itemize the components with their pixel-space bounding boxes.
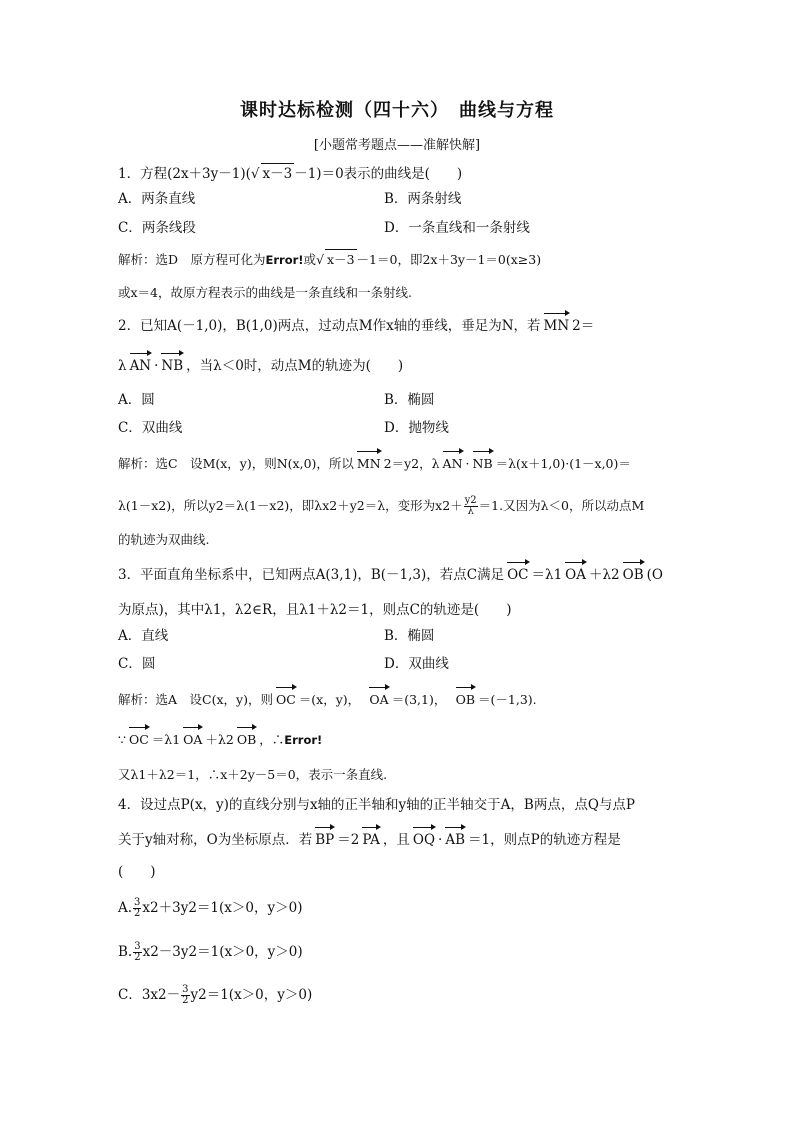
question-2-stem-line1: 2．已知A(－1,0)，B(1,0)两点，过动点M作x轴的垂线，垂足为N，若 MN 2＝ [118,318,595,334]
q1-option-b: B．两条射线 [384,191,462,207]
question-1-stem: 1．方程(2x＋3y－1)(√ x－3 －1)＝0表示的曲线是( ) [118,163,678,184]
q3-solution-line1: 解析：选A 设C(x，y)，则 OC ＝(x，y)， OA ＝(3,1)， OB ＝(－1,3). [118,690,678,710]
section-subtitle: [小题常考题点——准解快解] [313,138,481,153]
vector-mn: MN [543,318,570,334]
question-4-stem-line2: 关于y轴对称，O为坐标原点．若 BP ＝2 PA ，且 OQ · AB ＝1，则点P的轨迹方程是 [118,832,621,848]
q1-option-a: A．两条直线 [118,191,196,207]
q2-option-b: B．椭圆 [384,392,435,408]
q3-solution-line3: 又λ1＋λ2＝1，∴x＋2y－5＝0，表示一条直线. [118,767,388,782]
q2-solution-line3: 的轨迹为双曲线. [118,532,210,547]
q2-option-c: C．双曲线 [118,420,183,436]
q2-solution-line2: λ(1－x2)，所以y2＝λ(1－x2)，即λx2＋y2＝λ，变形为x2＋ $\frac{y2}{\lambda}$ ＝1.又因为λ＜0，所以动点M [118,495,645,517]
q1-option-d: D．一条直线和一条射线 [384,220,530,236]
vector-nb: NB [161,358,184,374]
question-2-stem-line2: λ AN · NB ，当λ＜0时，动点M的轨迹为( ) [118,358,404,374]
q1-solution-line1: 解析：选D 原方程可化为Error!或√ x－3 －1＝0，即2x＋3y－1＝0(x≥3) [118,249,678,270]
q2-option-a: A．圆 [118,392,155,408]
q3-option-d: D．双曲线 [384,656,449,672]
question-3-stem-line2: 为原点)，其中λ1，λ2∈R，且λ1＋λ2＝1，则点C的轨迹是( ) [118,602,512,618]
q1-solution-line2: 或x＝4，故原方程表示的曲线是一条直线和一条射线. [118,285,412,300]
q2-option-d: D．抛物线 [384,420,449,436]
error-field: Error! [265,253,304,267]
fraction: $\frac{y2}{\lambda}$ [464,495,477,517]
vector-an: AN [129,358,152,374]
q4-option-b: B. $\frac{3}{2}$ x2－3y2＝1(x＞0，y＞0) [118,941,303,963]
q3-option-c: C．圆 [118,656,156,672]
q3-option-a: A．直线 [118,628,169,644]
q3-option-b: B．椭圆 [384,628,435,644]
q1-option-c: C．两条线段 [118,220,196,236]
q2-solution-line1: 解析：选C 设M(x，y)，则N(x,0)，所以 MN 2＝y2，λ AN · NB ＝λ(x＋1,0)·(1－x,0)＝ [118,454,678,474]
q3-solution-line2: ∵ OC ＝λ1 OA ＋λ2 OB ，∴Error! [118,730,678,750]
q4-option-a: A. $\frac{3}{2}$ x2＋3y2＝1(x＞0，y＞0) [118,897,303,919]
page-title: 课时达标检测（四十六） 曲线与方程 [240,100,554,121]
question-4-stem-line1: 4．设过点P(x，y)的直线分别与x轴的正半轴和y轴的正半轴交于A，B两点，点Q与点P [118,797,636,813]
q4-option-c: C．3x2－ $\frac{3}{2}$ y2＝1(x＞0，y＞0) [118,984,313,1006]
radicand: x－3 [261,163,295,184]
question-3-stem-line1: 3．平面直角坐标系中，已知两点A(3,1)，B(－1,3)，若点C满足 OC ＝λ1 OA ＋λ2 OB (O [118,567,663,583]
sqrt-symbol: √ [316,252,325,267]
error-field: Error! [284,733,323,747]
question-4-paren: ( ) [118,864,156,880]
sqrt-symbol: √ [250,166,260,182]
